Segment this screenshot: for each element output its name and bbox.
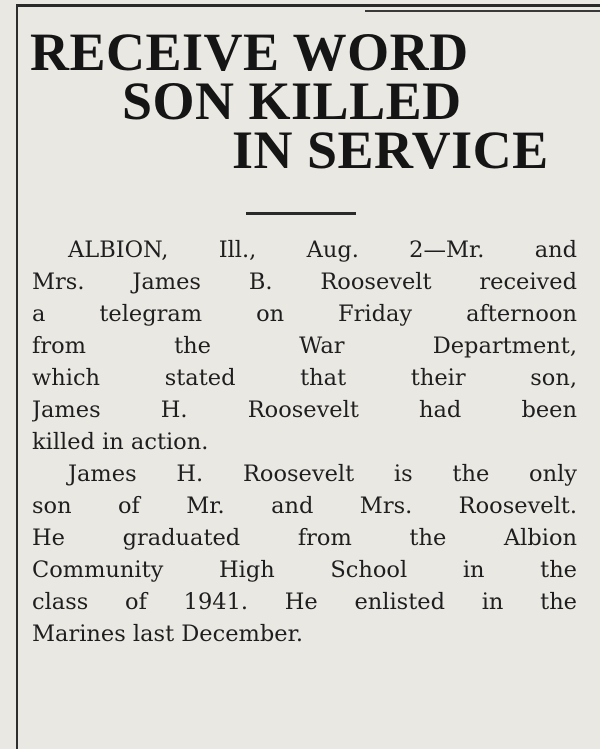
- headline: [26, 22, 578, 180]
- text-line: son of Mr. and Mrs. Roosevelt.: [32, 493, 577, 519]
- headline-divider: [246, 212, 356, 215]
- text-line: ALBION, Ill., Aug. 2—Mr. and: [68, 237, 577, 263]
- headline-line-3: IN SERVICE: [232, 120, 549, 180]
- top-rule: [18, 4, 600, 7]
- paragraph-1: [32, 234, 577, 458]
- text-line: James H. Roosevelt is the only: [68, 461, 577, 487]
- text-line: Marines last December.: [32, 621, 304, 647]
- text-line: a telegram on Friday afternoon: [32, 301, 577, 327]
- column-rule: [16, 4, 18, 749]
- text-line: He graduated from the Albion: [32, 525, 577, 551]
- headline-line-2: SON KILLED: [122, 71, 462, 131]
- text-line: which stated that their son,: [32, 365, 577, 391]
- top-rule-secondary: [365, 10, 600, 12]
- text-line: James H. Roosevelt had been: [32, 397, 577, 423]
- text-line: from the War Department,: [32, 333, 577, 359]
- text-line: class of 1941. He enlisted in the: [32, 589, 577, 615]
- text-line: Community High School in the: [32, 557, 577, 583]
- article-body: [32, 234, 577, 650]
- text-line: Mrs. James B. Roosevelt received: [32, 269, 577, 295]
- paragraph-2: [32, 458, 577, 650]
- text-line: killed in action.: [32, 429, 209, 455]
- headline-line-1: RECEIVE WORD: [30, 22, 469, 82]
